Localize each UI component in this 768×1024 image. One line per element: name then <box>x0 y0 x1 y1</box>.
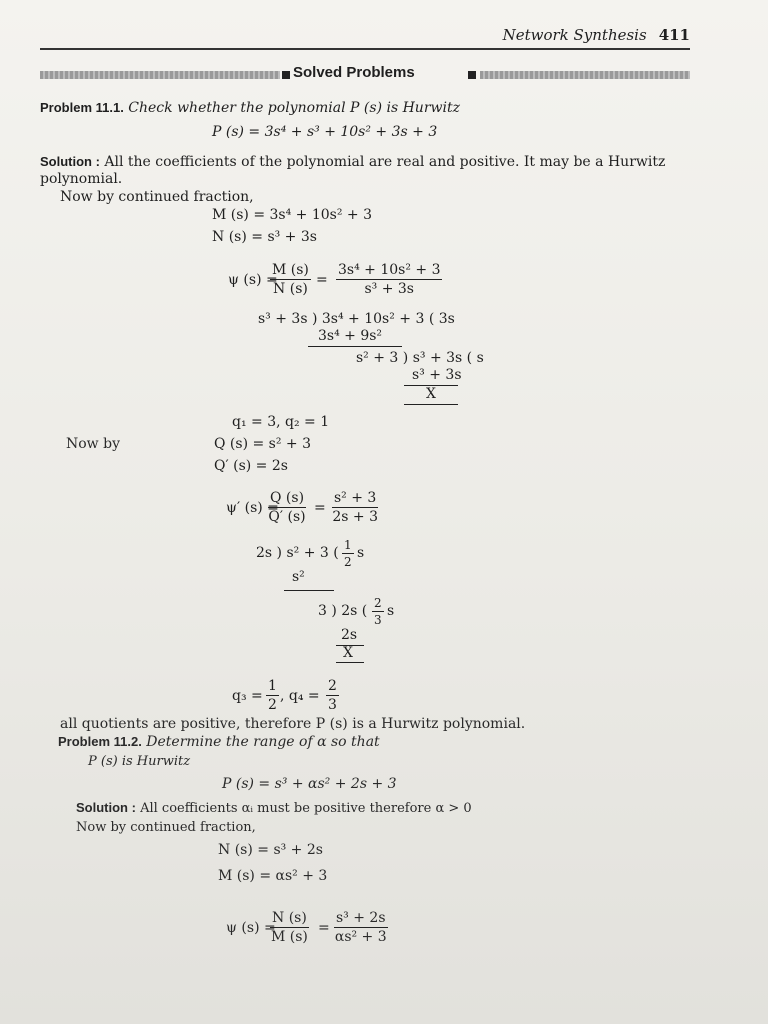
division-4-line: 3 ) 2s ( <box>318 603 368 619</box>
banner-pattern-right <box>480 71 690 79</box>
running-header <box>503 26 690 44</box>
N-equation: N (s) = s³ + 3s <box>212 229 317 245</box>
division-2-remainder: X <box>426 386 436 402</box>
solution-2-label: Solution : <box>76 800 136 815</box>
problem-1-text: Check whether the polynomial P (s) is Hurwitz <box>128 100 460 116</box>
Q-equation: Q (s) = s² + 3 <box>214 436 312 452</box>
division-4-subtract: 2s <box>341 627 358 643</box>
problem-1-label: Problem 11.1. <box>40 100 124 115</box>
psi-fraction-1-num: M (s) <box>272 262 309 278</box>
division-4-quotient <box>372 596 384 627</box>
solution-1-line1 <box>40 154 665 170</box>
banner-square-right <box>468 71 476 79</box>
psi-prime-fraction-2-den: 2s + 3 <box>332 509 378 525</box>
page-number: 411 <box>658 26 690 44</box>
M-equation: M (s) = 3s⁴ + 10s² + 3 <box>212 207 373 223</box>
M-equation-2: M (s) = αs² + 3 <box>218 868 328 884</box>
psi-prime-fraction-2-num: s² + 3 <box>334 490 377 506</box>
section-banner <box>40 64 690 82</box>
problem-1-polynomial: P (s) = 3s⁴ + s³ + 10s² + 3s + 3 <box>212 124 438 140</box>
division-1-line: s³ + 3s ) 3s⁴ + 10s² + 3 ( 3s <box>258 311 455 327</box>
psi-2-fraction-2-den: αs² + 3 <box>334 929 387 945</box>
psi-fraction-2-num: 3s⁴ + 10s² + 3 <box>338 262 441 278</box>
q4-num: 2 <box>328 678 337 694</box>
Q-prime-equation: Q′ (s) = 2s <box>214 458 288 474</box>
conclusion-text: all quotients are positive, therefore P (s) is a Hurwitz polynomial. <box>60 716 526 732</box>
psi-fraction-1 <box>270 262 311 297</box>
division-4-quotient-s: s <box>387 603 395 619</box>
psi-prime-fraction-1-den: Q′ (s) <box>268 509 306 525</box>
division-1-rule <box>308 346 402 347</box>
division-4-rule-bottom <box>336 662 364 663</box>
division-3-quotient <box>342 538 354 569</box>
psi-fraction-2-den: s³ + 3s <box>364 281 414 297</box>
q4-den: 3 <box>328 697 337 713</box>
section-title: Solved Problems <box>293 64 415 81</box>
problem-2-label: Problem 11.2. <box>58 734 142 749</box>
solution-1-label: Solution : <box>40 154 100 169</box>
q3-num: 1 <box>268 678 277 694</box>
quotients-q1-q2: q₁ = 3, q₂ = 1 <box>232 414 330 430</box>
psi-prime-fraction-1-num: Q (s) <box>270 490 305 506</box>
division-3-line: 2s ) s² + 3 ( <box>256 545 339 561</box>
psi-2-fraction-2-num: s³ + 2s <box>336 910 386 926</box>
solution-1-line2: polynomial. <box>40 171 123 187</box>
equals-sign-3: = <box>318 920 330 936</box>
psi-2-fraction-1 <box>270 910 309 945</box>
problem-2-polynomial: P (s) = s³ + αs² + 2s + 3 <box>222 776 397 792</box>
division-2-rule-bottom <box>404 404 458 405</box>
psi-prime-lhs: ψ′ (s) = <box>226 500 279 516</box>
division-4-remainder: X <box>343 645 353 661</box>
division-2-line: s² + 3 ) s³ + 3s ( s <box>356 350 484 366</box>
equals-sign-2: = <box>314 500 326 516</box>
equals-sign: = <box>316 272 328 288</box>
q4-fraction <box>326 678 339 713</box>
q3-den: 2 <box>268 697 277 713</box>
psi-prime-fraction-2 <box>332 490 378 525</box>
psi-fraction-2 <box>336 262 442 297</box>
problem-2-statement <box>58 734 380 750</box>
division-3-subtract: s² <box>292 569 305 585</box>
q3-lhs: q₃ = <box>232 688 263 704</box>
division-3-quotient-den: 2 <box>344 555 352 569</box>
division-3-rule <box>284 590 334 591</box>
division-4-quotient-num: 2 <box>374 596 382 610</box>
solution-2-text: All coefficients αᵢ must be positive therefore α > 0 <box>140 801 472 816</box>
division-4-quotient-den: 3 <box>374 613 382 627</box>
psi-fraction-1-den: N (s) <box>273 281 308 297</box>
continued-fraction-intro-2: Now by continued fraction, <box>76 820 256 835</box>
psi-lhs: ψ (s) = <box>228 272 278 288</box>
problem-1-statement <box>40 100 460 116</box>
psi-2-fraction-1-den: M (s) <box>270 929 308 945</box>
division-3-quotient-num: 1 <box>344 538 352 552</box>
banner-pattern-left <box>40 71 280 79</box>
q4-lhs: , q₄ = <box>280 688 320 704</box>
division-2-subtract: s³ + 3s <box>412 367 462 383</box>
psi-2-fraction-2 <box>334 910 388 945</box>
division-3-quotient-s: s <box>357 545 365 561</box>
psi-2-fraction-1-num: N (s) <box>272 910 307 926</box>
solution-2-line <box>76 800 472 816</box>
psi-lhs-2: ψ (s) = <box>226 920 276 936</box>
q3-fraction <box>266 678 279 713</box>
now-by-label: Now by <box>66 436 120 452</box>
division-1-subtract: 3s⁴ + 9s² <box>318 328 383 344</box>
header-rule <box>40 48 690 50</box>
problem-2-text: Determine the range of α so that <box>146 734 380 750</box>
banner-square-left <box>282 71 290 79</box>
header-title: Network Synthesis <box>502 26 647 44</box>
N-equation-2: N (s) = s³ + 2s <box>218 842 323 858</box>
psi-prime-fraction-1 <box>268 490 306 525</box>
solution-1-text: All the coefficients of the polynomial are real and positive. It may be a Hurwitz <box>104 154 666 170</box>
continued-fraction-intro: Now by continued fraction, <box>60 189 254 205</box>
problem-2-text-2: P (s) is Hurwitz <box>88 754 191 769</box>
